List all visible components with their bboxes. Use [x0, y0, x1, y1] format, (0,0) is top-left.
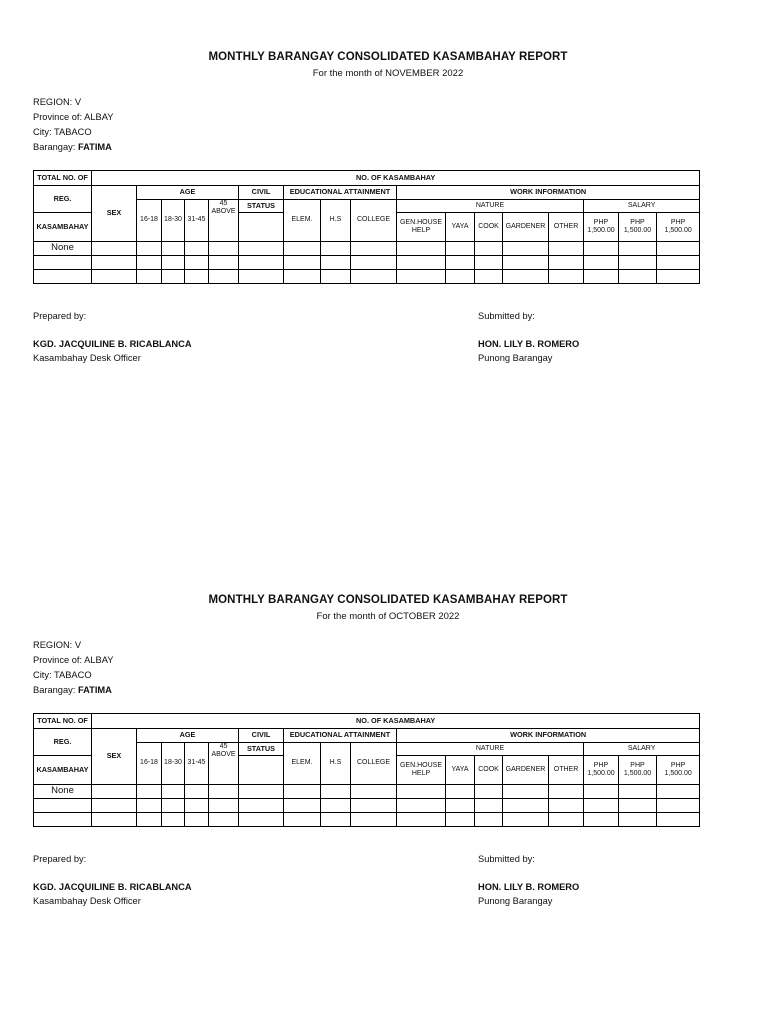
header-reg: REG.	[34, 186, 92, 213]
header-kasambahay: KASAMBAHAY	[34, 756, 92, 785]
barangay-label: Barangay:	[33, 142, 78, 152]
header-gen-house-help	[397, 756, 446, 785]
header-age: AGE	[137, 186, 239, 200]
table-row	[34, 256, 700, 270]
salary-amount-text: 1,500.00	[587, 770, 615, 777]
header-cook: COOK	[475, 756, 503, 785]
table-cell-none: None	[34, 785, 92, 799]
salary-amount-text: 1,500.00	[664, 770, 692, 777]
report-title: MONTHLY BARANGAY CONSOLIDATED KASAMBAHAY REPORT	[208, 51, 568, 63]
age-above-text: ABOVE	[211, 751, 236, 759]
header-gardener: GARDENER	[503, 213, 549, 242]
header-age-18-30: 18-30	[162, 743, 185, 785]
table-row	[34, 270, 700, 284]
header-salary-3	[657, 756, 700, 785]
php-text: PHP	[630, 761, 645, 769]
header-college: COLLEGE	[351, 743, 397, 785]
header-age-18-30: 18-30	[162, 200, 185, 242]
header-salary-1	[584, 756, 619, 785]
php-text: PHP	[593, 761, 609, 769]
header-salary-3	[657, 213, 700, 242]
table-row	[34, 813, 700, 827]
header-work-information: WORK INFORMATION	[397, 186, 700, 200]
barangay-value: FATIMA	[77, 685, 112, 695]
header-yaya: YAYA	[446, 213, 475, 242]
header-civil: CIVIL	[239, 729, 284, 743]
header-salary-1	[584, 213, 619, 242]
submitted-by-label: Submitted by:	[478, 311, 535, 321]
header-kasambahay: KASAMBAHAY	[34, 213, 92, 242]
header-work-information: WORK INFORMATION	[397, 729, 700, 743]
barangay-line	[33, 685, 112, 695]
kasambahay-table	[33, 170, 700, 284]
php-text: PHP	[593, 218, 609, 226]
salary-amount-text: 1,500.00	[664, 227, 692, 234]
salary-amount-text: 1,500.00	[587, 227, 615, 234]
gen-house-text: GEN.HOUSE	[399, 218, 442, 226]
prepared-by-title: Kasambahay Desk Officer	[33, 353, 141, 363]
header-cook: COOK	[475, 213, 503, 242]
header-other: OTHER	[549, 213, 584, 242]
header-age-31-45: 31-45	[185, 200, 209, 242]
php-text: PHP	[670, 218, 686, 226]
header-elem: ELEM.	[284, 743, 321, 785]
header-salary: SALARY	[584, 200, 700, 213]
province-line: Province of: ALBAY	[33, 112, 114, 122]
header-age-45-above	[209, 743, 239, 785]
header-sex: SEX	[92, 186, 137, 242]
age-45-text: 45	[219, 743, 228, 750]
header-elem: ELEM.	[284, 200, 321, 242]
salary-amount-text: 1,500.00	[623, 227, 652, 234]
header-total-no-of: TOTAL NO. OF	[34, 714, 92, 729]
salary-amount-text: 1,500.00	[623, 770, 652, 777]
submitted-by-title: Punong Barangay	[478, 896, 553, 906]
header-civil-status-blank	[239, 213, 284, 242]
submitted-by-name: HON. LILY B. ROMERO	[478, 882, 580, 892]
header-reg: REG.	[34, 729, 92, 756]
header-age-16-18: 16-18	[137, 743, 162, 785]
submitted-by-name: HON. LILY B. ROMERO	[478, 339, 580, 349]
header-age-16-18: 16-18	[137, 200, 162, 242]
report-title: MONTHLY BARANGAY CONSOLIDATED KASAMBAHAY REPORT	[208, 594, 568, 606]
prepared-by-label: Prepared by:	[33, 854, 87, 864]
php-text: PHP	[670, 761, 686, 769]
header-total-no-of: TOTAL NO. OF	[34, 171, 92, 186]
header-sex: SEX	[92, 729, 137, 785]
header-age-45-above	[209, 200, 239, 242]
submitted-by-label: Submitted by:	[478, 854, 535, 864]
barangay-label: Barangay:	[33, 685, 78, 695]
report-subtitle: For the month of NOVEMBER 2022	[312, 68, 464, 79]
header-salary: SALARY	[584, 743, 700, 756]
header-civil-status-blank	[239, 756, 284, 785]
header-other: OTHER	[549, 756, 584, 785]
gen-house-text: GEN.HOUSE	[399, 761, 442, 769]
city-line: City: TABACO	[33, 670, 92, 680]
header-salary-2	[619, 756, 657, 785]
table-row	[34, 785, 700, 799]
header-nature: NATURE	[397, 200, 584, 213]
prepared-by-label: Prepared by:	[33, 311, 87, 321]
header-educational-attainment: EDUCATIONAL ATTAINMENT	[284, 729, 397, 743]
city-line: City: TABACO	[33, 127, 92, 137]
help-text: HELP	[411, 770, 431, 777]
age-45-text: 45	[219, 200, 228, 207]
region-line: REGION: V	[33, 97, 82, 107]
prepared-by-name: KGD. JACQUILINE B. RICABLANCA	[33, 339, 192, 349]
province-line: Province of: ALBAY	[33, 655, 114, 665]
header-college: COLLEGE	[351, 200, 397, 242]
header-no-of-kasambahay: NO. OF KASAMBAHAY	[92, 171, 700, 186]
header-salary-2	[619, 213, 657, 242]
header-status: STATUS	[239, 743, 284, 756]
table-cell-none: None	[34, 242, 92, 256]
barangay-line	[33, 142, 112, 152]
header-civil: CIVIL	[239, 186, 284, 200]
php-text: PHP	[630, 218, 645, 226]
header-gardener: GARDENER	[503, 756, 549, 785]
region-line: REGION: V	[33, 640, 82, 650]
barangay-value: FATIMA	[77, 142, 112, 152]
table-row	[34, 242, 700, 256]
report-subtitle: For the month of OCTOBER 2022	[316, 611, 460, 622]
kasambahay-table	[33, 713, 700, 827]
prepared-by-title: Kasambahay Desk Officer	[33, 896, 141, 906]
header-nature: NATURE	[397, 743, 584, 756]
header-age: AGE	[137, 729, 239, 743]
header-yaya: YAYA	[446, 756, 475, 785]
header-hs: H.S	[321, 743, 351, 785]
header-age-31-45: 31-45	[185, 743, 209, 785]
age-above-text: ABOVE	[211, 208, 236, 216]
header-educational-attainment: EDUCATIONAL ATTAINMENT	[284, 186, 397, 200]
header-no-of-kasambahay: NO. OF KASAMBAHAY	[92, 714, 700, 729]
prepared-by-name: KGD. JACQUILINE B. RICABLANCA	[33, 882, 192, 892]
header-status: STATUS	[239, 200, 284, 213]
help-text: HELP	[411, 227, 431, 234]
header-gen-house-help	[397, 213, 446, 242]
table-row	[34, 799, 700, 813]
header-hs: H.S	[321, 200, 351, 242]
submitted-by-title: Punong Barangay	[478, 353, 553, 363]
